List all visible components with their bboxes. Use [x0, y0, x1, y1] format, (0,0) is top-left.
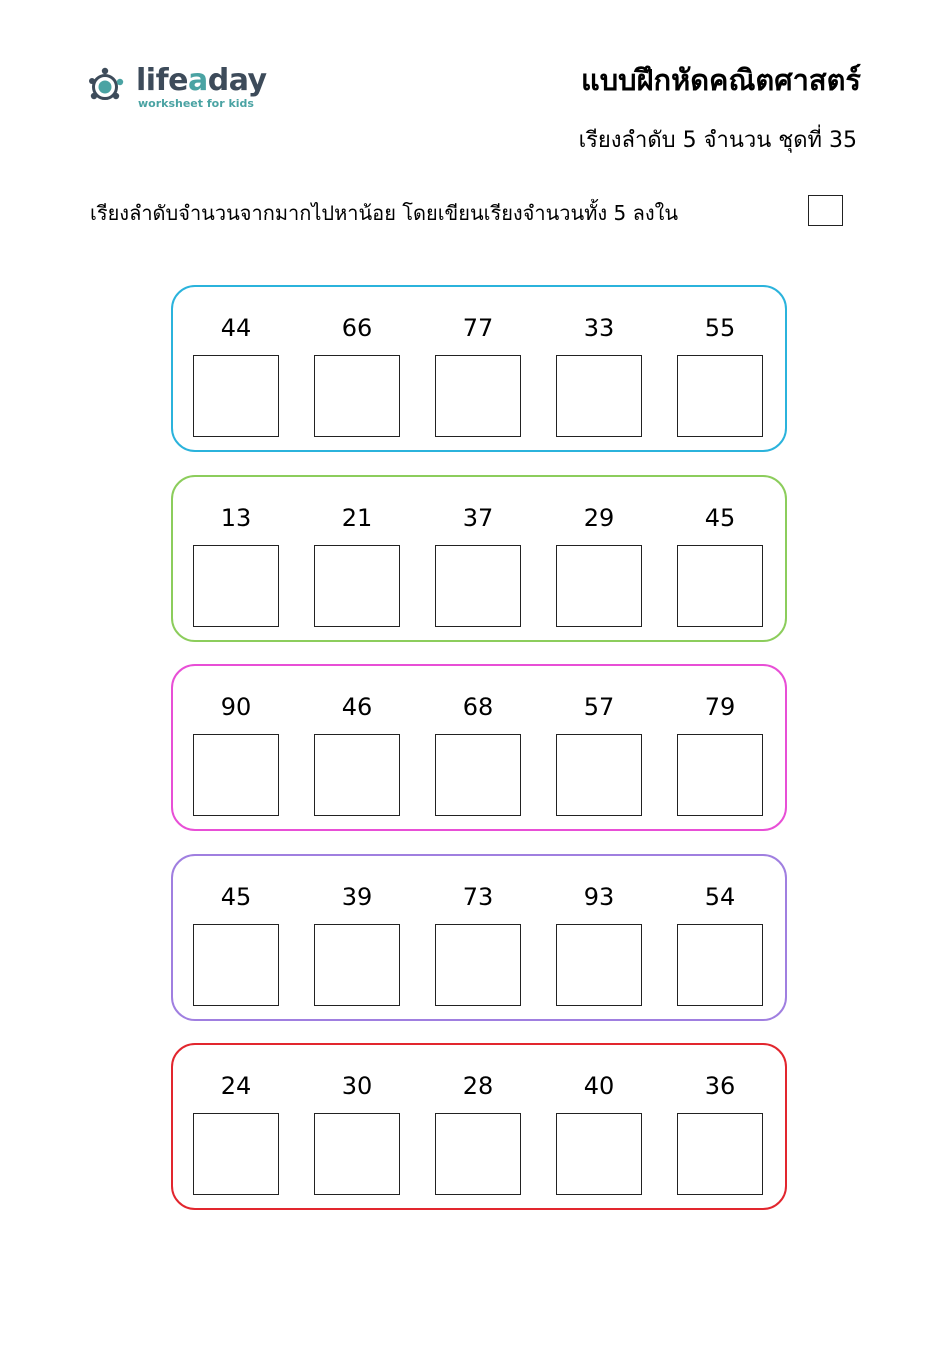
given-number: 24 [220, 1072, 252, 1100]
given-number: 37 [462, 503, 494, 532]
given-number: 79 [704, 693, 736, 721]
given-number: 93 [583, 882, 615, 911]
answer-box[interactable] [193, 355, 279, 437]
answer-box[interactable] [677, 924, 763, 1006]
answer-box[interactable] [193, 1113, 279, 1195]
answer-box[interactable] [677, 545, 763, 627]
given-number: 90 [220, 693, 252, 721]
given-number: 55 [704, 314, 736, 342]
exercise-row [171, 854, 787, 1021]
given-number: 39 [341, 882, 373, 911]
given-number: 40 [583, 1072, 615, 1100]
exercise-row [171, 475, 787, 642]
given-number: 28 [462, 1072, 494, 1100]
given-number: 13 [220, 503, 252, 532]
given-number: 44 [220, 314, 252, 342]
answer-box[interactable] [314, 734, 400, 816]
given-number: 36 [704, 1072, 736, 1100]
answer-box[interactable] [193, 924, 279, 1006]
answer-box[interactable] [435, 734, 521, 816]
given-number: 33 [583, 314, 615, 342]
exercise-row [171, 1043, 787, 1210]
given-number: 66 [341, 314, 373, 342]
exercise-row [171, 664, 787, 831]
worksheet-subtitle: เรียงลำดับ 5 จำนวน ชุดที่ 35 [578, 128, 857, 153]
answer-box[interactable] [435, 924, 521, 1006]
given-number: 46 [341, 693, 373, 721]
given-number: 30 [341, 1072, 373, 1100]
answer-box[interactable] [314, 1113, 400, 1195]
answer-box[interactable] [193, 734, 279, 816]
instruction-example-box [808, 195, 843, 226]
answer-box[interactable] [435, 1113, 521, 1195]
given-number: 21 [341, 503, 373, 532]
molecule-logo-icon [86, 62, 134, 110]
given-number: 45 [704, 503, 736, 532]
given-number: 57 [583, 693, 615, 721]
logo-tagline: worksheet for kids [138, 97, 254, 110]
given-number: 29 [583, 503, 615, 532]
answer-box[interactable] [677, 734, 763, 816]
given-number: 45 [220, 882, 252, 911]
answer-box[interactable] [435, 545, 521, 627]
answer-box[interactable] [314, 924, 400, 1006]
logo-wordmark: lifeaday [136, 63, 267, 98]
answer-box[interactable] [556, 545, 642, 627]
answer-box[interactable] [556, 924, 642, 1006]
instruction-text: เรียงลำดับจำนวนจากมากไปหาน้อย โดยเขียนเรียงจำนวนทั้ง 5 ลงใน [90, 201, 679, 225]
answer-box[interactable] [314, 545, 400, 627]
answer-box[interactable] [435, 355, 521, 437]
answer-box[interactable] [193, 545, 279, 627]
given-number: 54 [704, 882, 736, 911]
answer-box[interactable] [556, 734, 642, 816]
answer-box[interactable] [556, 355, 642, 437]
given-number: 77 [462, 314, 494, 342]
given-number: 68 [462, 693, 494, 721]
given-number: 73 [462, 882, 494, 911]
exercise-row [171, 285, 787, 452]
answer-box[interactable] [314, 355, 400, 437]
answer-box[interactable] [556, 1113, 642, 1195]
lifeaday-logo [86, 62, 266, 114]
answer-box[interactable] [677, 355, 763, 437]
answer-box[interactable] [677, 1113, 763, 1195]
page-title: แบบฝึกหัดคณิตศาสตร์ [581, 63, 861, 97]
